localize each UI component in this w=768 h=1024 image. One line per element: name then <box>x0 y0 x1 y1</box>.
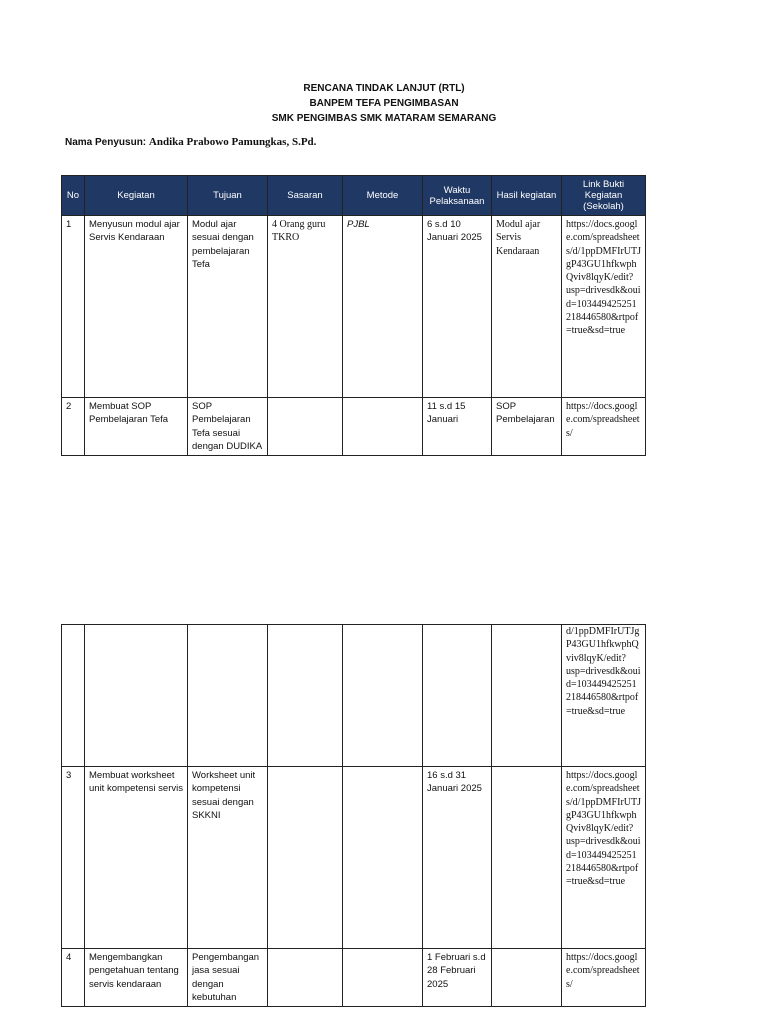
cell-tujuan: Modul ajar sesuai dengan pembelajaran Tefa <box>188 216 268 398</box>
cell-hasil <box>492 625 562 767</box>
cell-sasaran <box>268 625 343 767</box>
rtl-table-page-1 <box>61 175 646 456</box>
cell-tujuan: Pengembangan jasa sesuai dengan kebutuhan <box>188 949 268 1007</box>
table-row <box>62 216 646 398</box>
author-name: Andika Prabowo Pamungkas, S.Pd. <box>148 136 317 148</box>
header-link: Link Bukti Kegiatan (Sekolah) <box>562 176 646 216</box>
cell-sasaran <box>268 398 343 456</box>
cell-link: https://docs.google.com/spreadsheets/ <box>562 949 646 1007</box>
header-hasil: Hasil kegiatan <box>492 176 562 216</box>
cell-no: 3 <box>62 767 85 949</box>
cell-kegiatan: Menyusun modul ajar Servis Kendaraan <box>85 216 188 398</box>
header-no: No <box>62 176 85 216</box>
cell-link: https://docs.google.com/spreadsheets/d/1ppDMFIrUTJgP43GU1hfkwphQviv8lqyK/edit?usp=drivesdk&ouid=103449425251218446580&rtpof=true&sd=true <box>562 216 646 398</box>
document-title-block <box>0 81 768 126</box>
cell-link: d/1ppDMFIrUTJgP43GU1hfkwphQviv8lqyK/edit?usp=drivesdk&ouid=103449425251218446580&rtpof=true&sd=true <box>562 625 646 767</box>
table-row <box>62 949 646 1007</box>
author-label: Nama Penyusun: <box>65 137 147 148</box>
cell-kegiatan: Membuat worksheet unit kompetensi servis <box>85 767 188 949</box>
cell-waktu <box>423 625 492 767</box>
title-line-1: RENCANA TINDAK LANJUT (RTL) <box>303 83 465 94</box>
header-kegiatan: Kegiatan <box>85 176 188 216</box>
cell-sasaran <box>268 949 343 1007</box>
cell-no: 1 <box>62 216 85 398</box>
cell-no: 2 <box>62 398 85 456</box>
cell-hasil <box>492 767 562 949</box>
cell-tujuan: SOP Pembelajaran Tefa sesuai dengan DUDIKA <box>188 398 268 456</box>
table-header-row <box>62 176 646 216</box>
cell-sasaran <box>268 767 343 949</box>
table-row <box>62 767 646 949</box>
cell-kegiatan <box>85 625 188 767</box>
cell-hasil: Modul ajar Servis Kendaraan <box>492 216 562 398</box>
header-waktu: Waktu Pelaksanaan <box>423 176 492 216</box>
table-row <box>62 398 646 456</box>
cell-waktu: 16 s.d 31 Januari 2025 <box>423 767 492 949</box>
author-line <box>65 136 316 148</box>
table-row <box>62 625 646 767</box>
cell-link: https://docs.google.com/spreadsheets/ <box>562 398 646 456</box>
cell-no: 4 <box>62 949 85 1007</box>
header-sasaran: Sasaran <box>268 176 343 216</box>
title-line-2: BANPEM TEFA PENGIMBASAN <box>309 98 459 109</box>
cell-kegiatan: Membuat SOP Pembelajaran Tefa <box>85 398 188 456</box>
cell-tujuan <box>188 625 268 767</box>
cell-hasil <box>492 949 562 1007</box>
cell-waktu: 6 s.d 10 Januari 2025 <box>423 216 492 398</box>
rtl-table-page-2 <box>61 624 646 1007</box>
header-metode: Metode <box>343 176 423 216</box>
cell-kegiatan: Mengembangkan pengetahuan tentang servis kendaraan <box>85 949 188 1007</box>
cell-waktu: 1 Februari s.d 28 Februari 2025 <box>423 949 492 1007</box>
cell-link: https://docs.google.com/spreadsheets/d/1ppDMFIrUTJgP43GU1hfkwphQviv8lqyK/edit?usp=drivesdk&ouid=103449425251218446580&rtpof=true&sd=true <box>562 767 646 949</box>
title-line-3: SMK PENGIMBAS SMK MATARAM SEMARANG <box>271 113 497 124</box>
cell-waktu: 11 s.d 15 Januari <box>423 398 492 456</box>
cell-metode: PJBL <box>343 216 423 398</box>
cell-tujuan: Worksheet unit kompetensi sesuai dengan SKKNI <box>188 767 268 949</box>
cell-metode <box>343 767 423 949</box>
cell-metode <box>343 398 423 456</box>
cell-metode <box>343 625 423 767</box>
cell-hasil: SOP Pembelajaran <box>492 398 562 456</box>
cell-no <box>62 625 85 767</box>
cell-sasaran: 4 Orang guru TKRO <box>268 216 343 398</box>
cell-metode <box>343 949 423 1007</box>
header-tujuan: Tujuan <box>188 176 268 216</box>
